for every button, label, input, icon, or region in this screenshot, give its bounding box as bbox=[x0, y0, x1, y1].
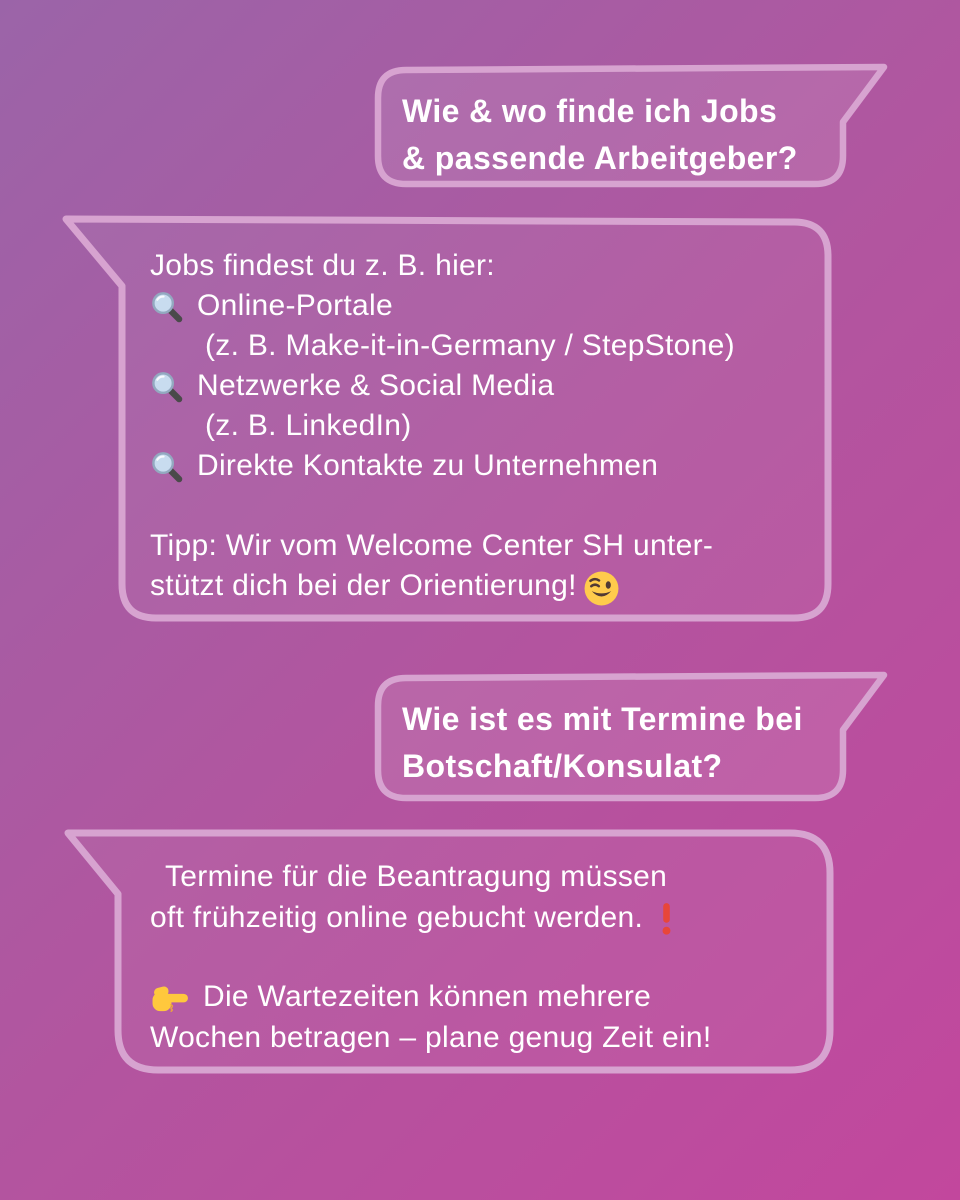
answer1-item-1-label: Online-Portale bbox=[197, 289, 393, 322]
question1-message bbox=[402, 88, 798, 182]
answer2-line2 bbox=[150, 897, 712, 938]
answer1-message bbox=[150, 246, 735, 606]
pointing-right-icon bbox=[150, 982, 189, 1015]
question1-line2: & passende Arbeitgeber? bbox=[402, 140, 798, 176]
answer1-item-2-label: Netzwerke & Social Media bbox=[197, 369, 555, 402]
question2-line1: Wie ist es mit Termine bei bbox=[402, 701, 803, 737]
magnifying-glass-icon bbox=[150, 450, 183, 483]
answer1-item-2 bbox=[150, 366, 735, 406]
question2-message bbox=[402, 696, 803, 790]
answer1-item-3-label: Direkte Kontakte zu Unternehmen bbox=[197, 449, 659, 482]
answer1-item-1-example: (z. B. Make-it-in-Germany / StepStone) bbox=[205, 329, 735, 362]
answer1-tip-line2 bbox=[150, 566, 735, 606]
answer2-message bbox=[150, 856, 712, 1058]
answer2-line1: Termine für die Beantragung müssen bbox=[165, 860, 668, 893]
answer2-line3 bbox=[150, 976, 712, 1017]
answer1-item-1 bbox=[150, 286, 735, 326]
answer2-line4: Wochen betragen – plane genug Zeit ein! bbox=[150, 1021, 712, 1054]
answer1-tip-line1: Tipp: Wir vom Welcome Center SH unter- bbox=[150, 529, 714, 562]
answer1-intro: Jobs findest du z. B. hier: bbox=[150, 249, 495, 282]
answer1-item-3 bbox=[150, 446, 735, 486]
red-exclamation-icon bbox=[659, 902, 674, 936]
magnifying-glass-icon bbox=[150, 370, 183, 403]
answer1-tip-line2-text: stützt dich bei der Orientierung! bbox=[150, 569, 577, 602]
answer2-line2-text: oft frühzeitig online gebucht werden. bbox=[150, 901, 644, 934]
answer1-item-2-example: (z. B. LinkedIn) bbox=[205, 409, 412, 442]
question2-line2: Botschaft/Konsulat? bbox=[402, 748, 723, 784]
answer2-line3-text: Die Wartezeiten können mehrere bbox=[203, 980, 652, 1013]
magnifying-glass-icon bbox=[150, 290, 183, 323]
winking-face-icon bbox=[583, 570, 620, 607]
question1-line1: Wie & wo finde ich Jobs bbox=[402, 93, 778, 129]
